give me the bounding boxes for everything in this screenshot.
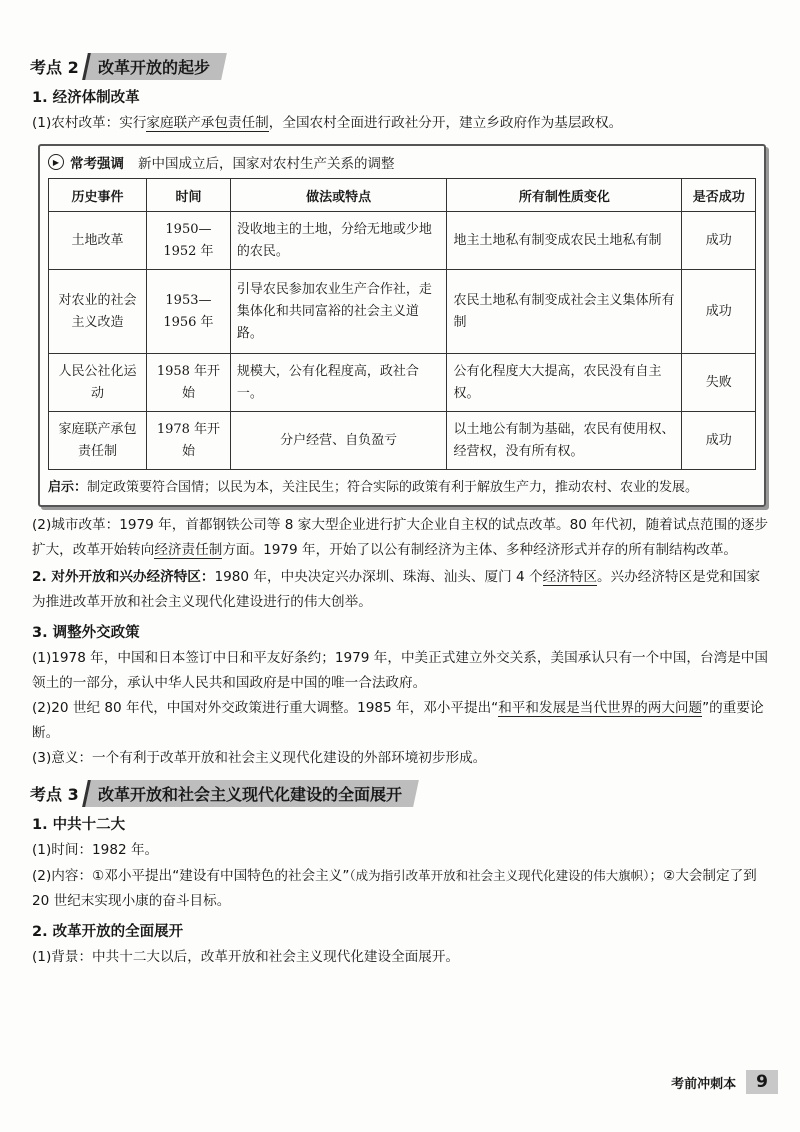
column-header: 历史事件 (49, 179, 147, 212)
change-cell: 农民土地私有制变成社会主义集体所有制 (447, 270, 682, 354)
subheading: 3. 调整外交政策 (32, 625, 140, 641)
section-title-banner (82, 780, 419, 807)
paragraph: (1)时间：1982 年。 (32, 842, 159, 858)
time-cell: 1958 年开始 (147, 354, 231, 412)
play-icon: ▶ (48, 154, 64, 170)
comparison-table (48, 178, 756, 470)
method-cell: 分户经营、自负盈亏 (230, 412, 447, 470)
change-cell: 公有化程度大大提高，农民没有自主权。 (447, 354, 682, 412)
event-cell: 人民公社化运动 (49, 354, 147, 412)
underlined-term: 经济特区 (542, 569, 597, 585)
paragraph: (2)20 世纪 80 年代，中国对外交政策进行重大调整。1985 年，邓小平提出“和平和发展是当代世界的两大问题”的重要论断。 (32, 700, 764, 741)
column-header: 所有制性质变化 (447, 179, 682, 212)
underlined-term: 经济责任制 (154, 542, 223, 558)
subheading: 1. 中共十二大 (32, 817, 126, 833)
change-cell: 以土地公有制为基础，农民有使用权、经营权，没有所有权。 (447, 412, 682, 470)
method-cell: 没收地主的土地，分给无地或少地的农民。 (230, 212, 447, 270)
method-cell: 引导农民参加农业生产合作社，走集体化和共同富裕的社会主义道路。 (230, 270, 447, 354)
change-cell: 地主土地私有制变成农民土地私有制 (447, 212, 682, 270)
result-cell: 成功 (682, 412, 756, 470)
footer-label: 考前冲刺本 (671, 1076, 737, 1092)
method-cell: 规模大，公有化程度高，政社合一。 (230, 354, 447, 412)
result-cell: 成功 (682, 270, 756, 354)
page-content (30, 52, 770, 970)
event-cell: 家庭联产承包责任制 (49, 412, 147, 470)
column-header: 做法或特点 (230, 179, 447, 212)
table-header-row (49, 179, 756, 212)
paragraph: (1)1978 年，中国和日本签订中日和平友好条约；1979 年，中美正式建立外交关系，美国承认只有一个中国，台湾是中国领土的一部分，承认中华人民共和国政府是中国的唯一合法政府。 (32, 650, 768, 691)
time-cell: 1950—1952 年 (147, 212, 231, 270)
emphasis-subtitle: 新中国成立后，国家对农村生产关系的调整 (138, 156, 395, 172)
paragraph: (2)内容：①邓小平提出“建设有中国特色的社会主义”（成为指引改革开放和社会主义现代化建设的伟大旗帜）；②大会制定了到 20 世纪末实现小康的奋斗目标。 (32, 868, 757, 909)
section-label: 考点 2 (30, 57, 79, 77)
hint-label: 启示： (48, 480, 88, 495)
paragraph: (1)背景：中共十二大以后，改革开放和社会主义现代化建设全面展开。 (32, 949, 460, 965)
subheading: 1. 经济体制改革 (32, 90, 140, 106)
underlined-term: 和平和发展是当代世界的两大问题 (498, 700, 703, 716)
hint-text: 启示：制定政策要符合国情；以民为本，关注民生；符合实际的政策有利于解放生产力，推动农村、农业的发展。 (48, 480, 699, 495)
section-title: 改革开放的起步 (97, 57, 210, 77)
subheading: 2. 改革开放的全面展开 (32, 924, 184, 940)
time-cell: 1953—1956 年 (147, 270, 231, 354)
table-row (49, 212, 756, 270)
section-label: 考点 3 (30, 784, 79, 804)
table-row (49, 412, 756, 470)
event-cell: 土地改革 (49, 212, 147, 270)
result-cell: 失败 (682, 354, 756, 412)
section-title-banner (82, 53, 227, 80)
section-header-2 (30, 52, 770, 80)
event-cell: 对农业的社会主义改造 (49, 270, 147, 354)
subheading-inline: 2. 对外开放和兴办经济特区： (32, 569, 215, 585)
table-row (49, 270, 756, 354)
section-header-3 (30, 779, 770, 807)
note-small: （成为指引改革开放和社会主义现代化建设的伟大旗帜） (349, 868, 650, 883)
paragraph: 2. 对外开放和兴办经济特区：1980 年，中央决定兴办深圳、珠海、汕头、厦门 4 个经济特区。兴办经济特区是党和国家为推进改革开放和社会主义现代化建设进行的伟大创举。 (32, 569, 761, 610)
column-header: 时间 (147, 179, 231, 212)
paragraph: (1)农村改革：实行家庭联产承包责任制，全国农村全面进行政社分开，建立乡政府作为基层政权。 (32, 115, 623, 131)
result-cell: 成功 (682, 212, 756, 270)
emphasis-title: 常考强调 (70, 156, 124, 172)
section-title: 改革开放和社会主义现代化建设的全面展开 (97, 784, 402, 804)
emphasis-box (38, 144, 766, 507)
column-header: 是否成功 (682, 179, 756, 212)
underlined-term: 家庭联产承包责任制 (146, 115, 269, 131)
paragraph: (3)意义：一个有利于改革开放和社会主义现代化建设的外部环境初步形成。 (32, 750, 487, 766)
table-row (49, 354, 756, 412)
emphasis-box-header (48, 152, 756, 172)
paragraph: (2)城市改革：1979 年，首都钢铁公司等 8 家大型企业进行扩大企业自主权的试点改革。80 年代初，随着试点范围的逐步扩大，改革开始转向经济责任制方面。1979 年，开始了以公有制经济为主体、多种经济形式并存的所有制结构改革。 (32, 517, 768, 558)
page-footer (671, 1070, 778, 1094)
page-number: 9 (746, 1070, 778, 1094)
time-cell: 1978 年开始 (147, 412, 231, 470)
